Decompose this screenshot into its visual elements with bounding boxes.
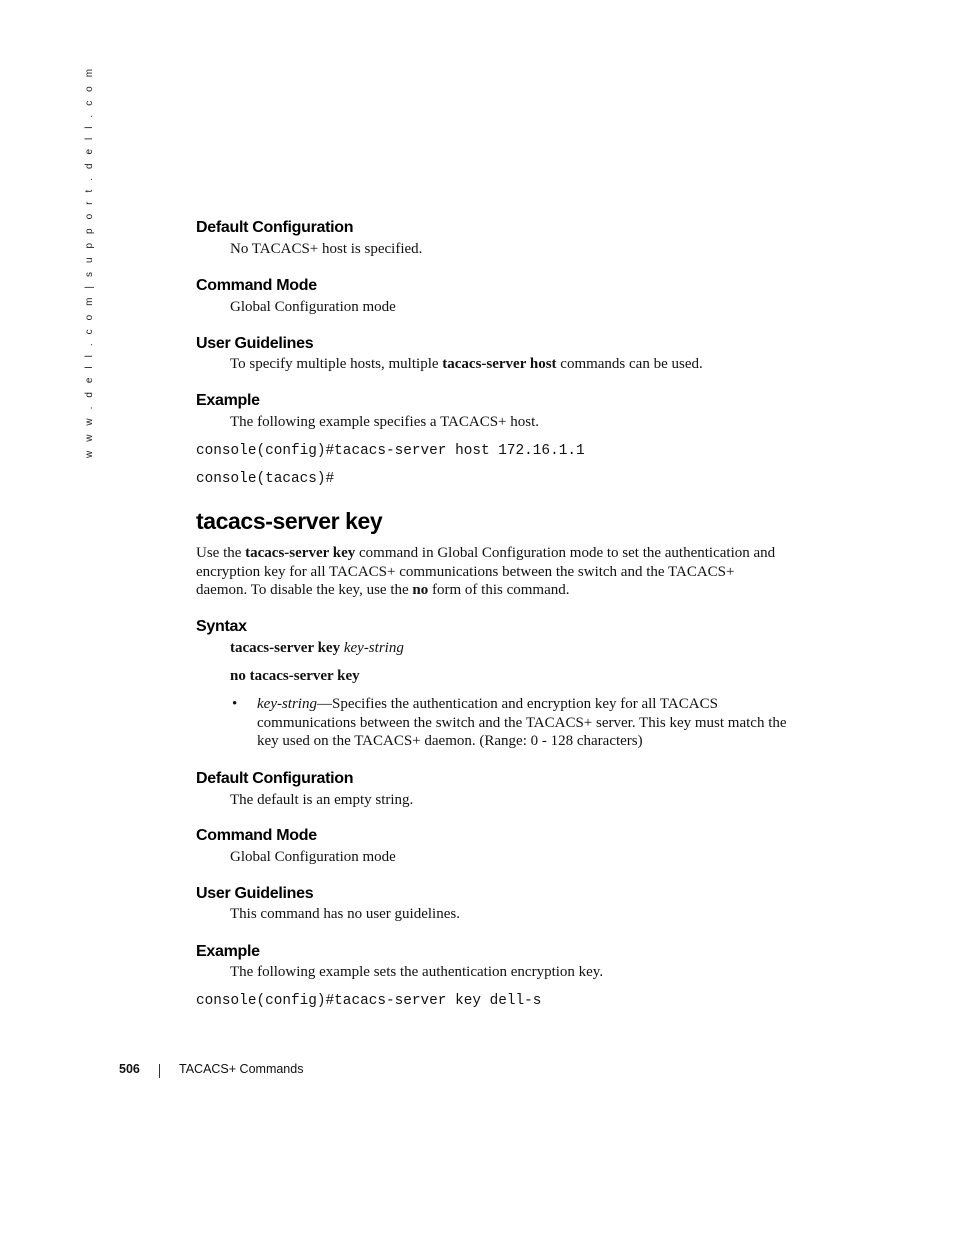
default-config-text: No TACACS+ host is specified. (230, 241, 423, 257)
example-text: The following example sets the authentication encryption key. (230, 964, 604, 980)
code-line: console(config)#tacacs-server host 172.16.1.1 (196, 443, 585, 459)
default-config-heading: Default Configuration (196, 219, 354, 236)
user-guidelines-text: To specify multiple hosts, multiple tacacs-server host commands can be used. (230, 356, 703, 372)
section-intro: Use the tacacs-server key command in Global Configuration mode to set the authentication and encryption key for all TACACS+ communications between the switch and the TACACS+ daemon. To disable the key, use the no form of this command. (196, 545, 776, 598)
page-number: 506 (119, 1062, 140, 1076)
syntax-line: no tacacs-server key (230, 668, 360, 684)
code-line: console(config)#tacacs-server key dell-s (196, 993, 542, 1009)
command-mode-heading: Command Mode (196, 827, 317, 844)
section-title: tacacs-server key (196, 508, 383, 534)
footer-separator (159, 1064, 160, 1078)
example-heading: Example (196, 943, 260, 960)
example-heading: Example (196, 392, 260, 409)
default-config-text: The default is an empty string. (230, 792, 414, 808)
command-mode-heading: Command Mode (196, 277, 317, 294)
code-line: console(tacacs)# (196, 471, 335, 487)
chapter-title: TACACS+ Commands (179, 1062, 304, 1076)
side-url (84, 65, 98, 458)
user-guidelines-heading: User Guidelines (196, 885, 314, 902)
default-config-heading: Default Configuration (196, 770, 354, 787)
user-guidelines-heading: User Guidelines (196, 335, 314, 352)
command-name: tacacs-server host (442, 356, 557, 372)
command-mode-text: Global Configuration mode (230, 299, 396, 315)
parameter-description: key-string—Specifies the authentication and encryption key for all TACACS communications between the switch and the TACACS+ server. This key must match the key used on the TACACS+ daemon. (Range: 0 - 128 characters) (257, 696, 787, 749)
syntax-line: tacacs-server key key-string (230, 640, 404, 656)
command-mode-text: Global Configuration mode (230, 849, 396, 865)
side-url-text: w w w . d e l l . c o m | s u p p o r t . d e l l . c o m (84, 65, 95, 458)
user-guidelines-text: This command has no user guidelines. (230, 906, 460, 922)
bullet: • (232, 696, 238, 712)
example-text: The following example specifies a TACACS+ host. (230, 414, 540, 430)
syntax-heading: Syntax (196, 618, 247, 635)
